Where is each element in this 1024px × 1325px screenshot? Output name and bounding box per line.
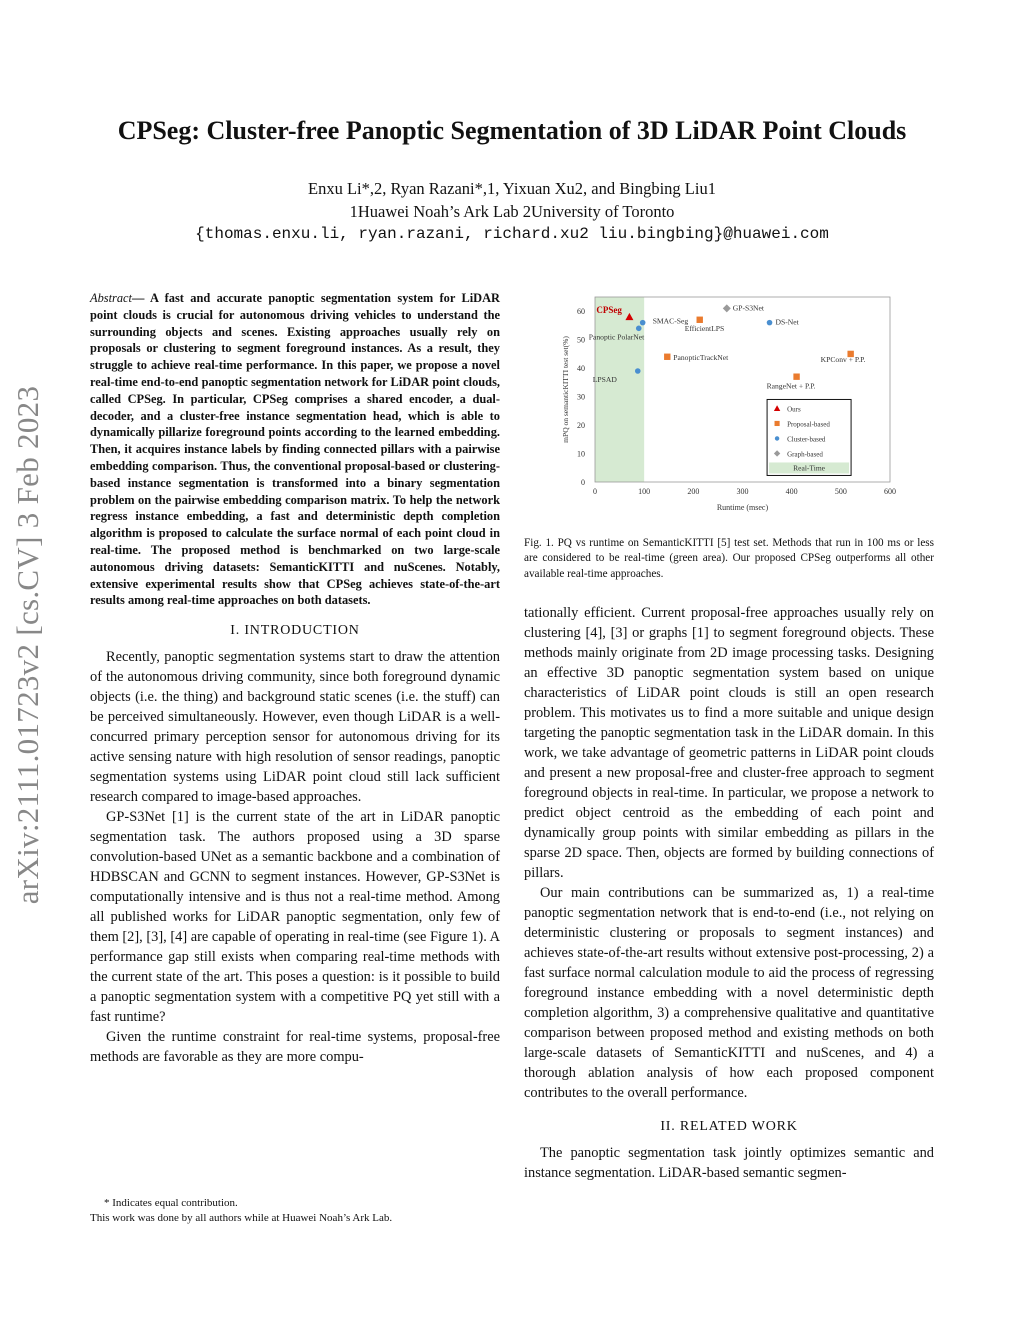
section-heading-related-work: II. RELATED WORK <box>660 1119 798 1134</box>
y-tick-label: 10 <box>577 449 585 459</box>
data-point-panoptic-polarnet <box>636 326 642 332</box>
y-tick-label: 30 <box>577 392 585 402</box>
x-tick-label: 300 <box>736 487 749 496</box>
point-label: CPSeg <box>596 304 622 315</box>
point-label: PanopticTrackNet <box>673 352 729 362</box>
intro-paragraph-3: Given the runtime constraint for real-time systems, proposal-free methods are favorable as they are more compu- <box>90 1029 500 1066</box>
data-point-panoptictracknet <box>664 354 670 360</box>
section-heading-introduction: I. INTRODUCTION <box>230 623 360 639</box>
x-tick-label: 100 <box>638 487 651 496</box>
abstract-label: Abstract <box>90 291 132 305</box>
x-tick-label: 0 <box>593 487 597 496</box>
right-paragraph-2: Our main contributions can be summarized as, 1) a real-time panoptic segmentation network that is end-to-end (i.e., not relying on deterministic clustering or proposals to segment instances) and achieves state-of-the-art results without extensive post-processing, 2) a fast surface normal calculation module to aid the process of regressing foreground instance embedding with a novel deterministic depth completion algorithm, 3) a comprehensive qualitative and quantitative comparison between proposed method and existing methods on both large-scale datasets of SemanticKITTI and nuScenes, and 4) a thorough ablation analysis of how each proposed component contributes to the overall performance. <box>524 885 934 1101</box>
figure-caption: Fig. 1. PQ vs runtime on SemanticKITTI [5] test set. Methods that run in 100 ms or less are considered to be real-time (green area). Our proposed CPSeg outperforms all other available real-time approaches. <box>524 537 934 580</box>
y-tick-label: 60 <box>577 307 585 317</box>
x-tick-label: 600 <box>884 487 896 496</box>
footnote <box>90 1196 500 1226</box>
y-tick-label: 0 <box>581 478 585 487</box>
right-paragraph-3: The panoptic segmentation task jointly optimizes semantic and instance segmentation. LiDAR-based semantic segmen- <box>524 1145 934 1181</box>
x-tick-label: 200 <box>687 487 700 496</box>
author-emails: {thomas.enxu.li, ryan.razani, richard.xu2 liu.bingbing}@huawei.com <box>195 225 829 243</box>
legend-entry: Ours <box>787 405 801 414</box>
point-label: GP-S3Net <box>732 303 765 313</box>
data-point-smac-seg <box>640 320 646 326</box>
data-point-rangenet-p-p- <box>793 373 799 379</box>
legend-entry: Graph-based <box>787 450 823 459</box>
y-tick-label: 40 <box>577 364 585 374</box>
abstract-text: — A fast and accurate panoptic segmentation system for LiDAR point clouds is crucial for autonomous driving vehicles to understand the surrounding objects and scenes. Existing approaches usually rely on proposals or clustering to segment foreground instances. As a result, they struggle to achieve real-time performance. In this paper, we propose a novel real-time end-to-end panoptic segmentation network for LiDAR point clouds, called CPSeg. In particular, CPSeg comprises a shared encoder, a dual-decoder, and a cluster-free instance segmentation head, which is able to dynamically pillarize foreground points according to the learned embedding. Then, it acquires instance labels by finding connected pillars with a pairwise embedding comparison. Thus, the conventional proposal-based or clustering-based instance segmentation is transformed into a binary segmentation problem on the pairwise embedding comparison matrix. To help the network regress instance embedding, a fast and deterministic depth completion algorithm is proposed to calculate the surface normal of each point cloud in real-time. The proposed method is benchmarked on two large-scale autonomous driving datasets: SemanticKITTI and nuScenes. Notably, extensive experimental results show that CPSeg achieves state-of-the-art results among real-time approaches on both datasets. <box>90 291 500 608</box>
point-label: EfficientLPS <box>684 323 725 333</box>
realtime-region <box>592 297 644 482</box>
intro-paragraph-1: Recently, panoptic segmentation systems start to draw the attention of the autonomous driving community, since both foreground dynamic objects (i.e. the thing) and background static scenes (i.e. the stuff) can be perceived simultaneously. However, even though LiDAR is a well-concurred primary perception sensor for autonomous driving for its active sensing nature with high resolution of sensor readings, panoptic segmentation systems using LiDAR point cloud still lack sufficient research compared to image-based approaches. <box>90 649 500 806</box>
point-label: Panoptic PolarNet <box>588 332 645 342</box>
legend-entry: Proposal-based <box>787 420 830 429</box>
y-tick-label: 50 <box>577 335 585 345</box>
data-point-ds-net <box>767 320 773 326</box>
intro-paragraph-2: GP-S3Net [1] is the current state of the art in LiDAR panoptic segmentation task. The authors proposed using a 3D sparse convolution-based UNet as a semantic backbone and a combination of HDBSCAN and GCNN to segment instances. However, GP-S3Net is computationally intensive and is thus not a real-time method. Among all published works for LiDAR panoptic segmentation, only few of them [2], [3], [4] are capable of operating in real-time (see Figure 1). A performance gap still exists when comparing real-time methods with the current state of the art. This poses a question: is it possible to build a panoptic segmentation system with a competitive PQ yet still with a fast runtime? <box>90 809 500 1026</box>
legend-realtime-label: Real-Time <box>793 463 825 473</box>
data-point-lpsad <box>635 368 641 374</box>
arxiv-stamp-text: arXiv:2111.01723v2 [cs.CV] 3 Feb 2023 <box>10 385 45 905</box>
footnote-line-1: * Indicates equal contribution. <box>104 1197 238 1209</box>
legend-marker <box>775 436 779 440</box>
point-label: RangeNet + P.P. <box>766 381 816 391</box>
legend-entry: Cluster-based <box>787 435 826 444</box>
x-tick-label: 400 <box>785 487 798 496</box>
y-tick-label: 20 <box>577 421 585 431</box>
x-axis-label: Runtime (msec) <box>716 503 769 512</box>
author-names: Enxu Li*,2, Ryan Razani*,1, Yixuan Xu2, and Bingbing Liu1 <box>308 179 716 198</box>
arxiv-side-stamp <box>10 360 45 930</box>
data-point-gp-s3net <box>723 304 731 312</box>
author-affiliations: 1Huawei Noah’s Ark Lab 2University of Toronto <box>349 202 675 221</box>
figure-runtime-scatter <box>560 290 910 520</box>
abstract <box>90 290 500 609</box>
legend-marker <box>775 421 780 426</box>
point-label: DS-Net <box>775 317 799 327</box>
right-column <box>524 603 934 1183</box>
left-column <box>90 290 500 1067</box>
right-paragraph-1: tationally efficient. Current proposal-free approaches usually rely on clustering [4], [3] or graphs [1] to segment foreground objects. These methods mainly originate from 2D image processing tasks. Designing an effective 3D panoptic segmentation system based on unique characteristics of LiDAR point clouds is still an open research problem. This motivates us to find a more suitable and unique design targeting the panoptic segmentation task in the LiDAR domain. In this work, we take advantage of geometric patterns in LiDAR point clouds and present a new proposal-free and cluster-free approach to segment foreground objects in real-time. In particular, we propose a network to predict object centroid as the embedding of each point and dynamically group points with similar embedding as pillars in the sparse 2D space. Then, objects are formed by building connections of pillars. <box>524 605 934 881</box>
point-label: SMAC-Seg <box>652 316 689 326</box>
paper-title: CPSeg: Cluster-free Panoptic Segmentation of 3D LiDAR Point Clouds <box>117 116 907 145</box>
author-block <box>60 177 964 246</box>
data-point-efficientlps <box>697 317 703 323</box>
footnote-line-2: This work was done by all authors while at Huawei Noah’s Ark Lab. <box>90 1212 393 1224</box>
y-axis-label: mPQ on semanticKITTI test set(%) <box>561 336 570 443</box>
x-tick-label: 500 <box>834 487 847 496</box>
point-label: KPConv + P.P. <box>820 354 866 364</box>
point-label: LPSAD <box>592 375 617 384</box>
